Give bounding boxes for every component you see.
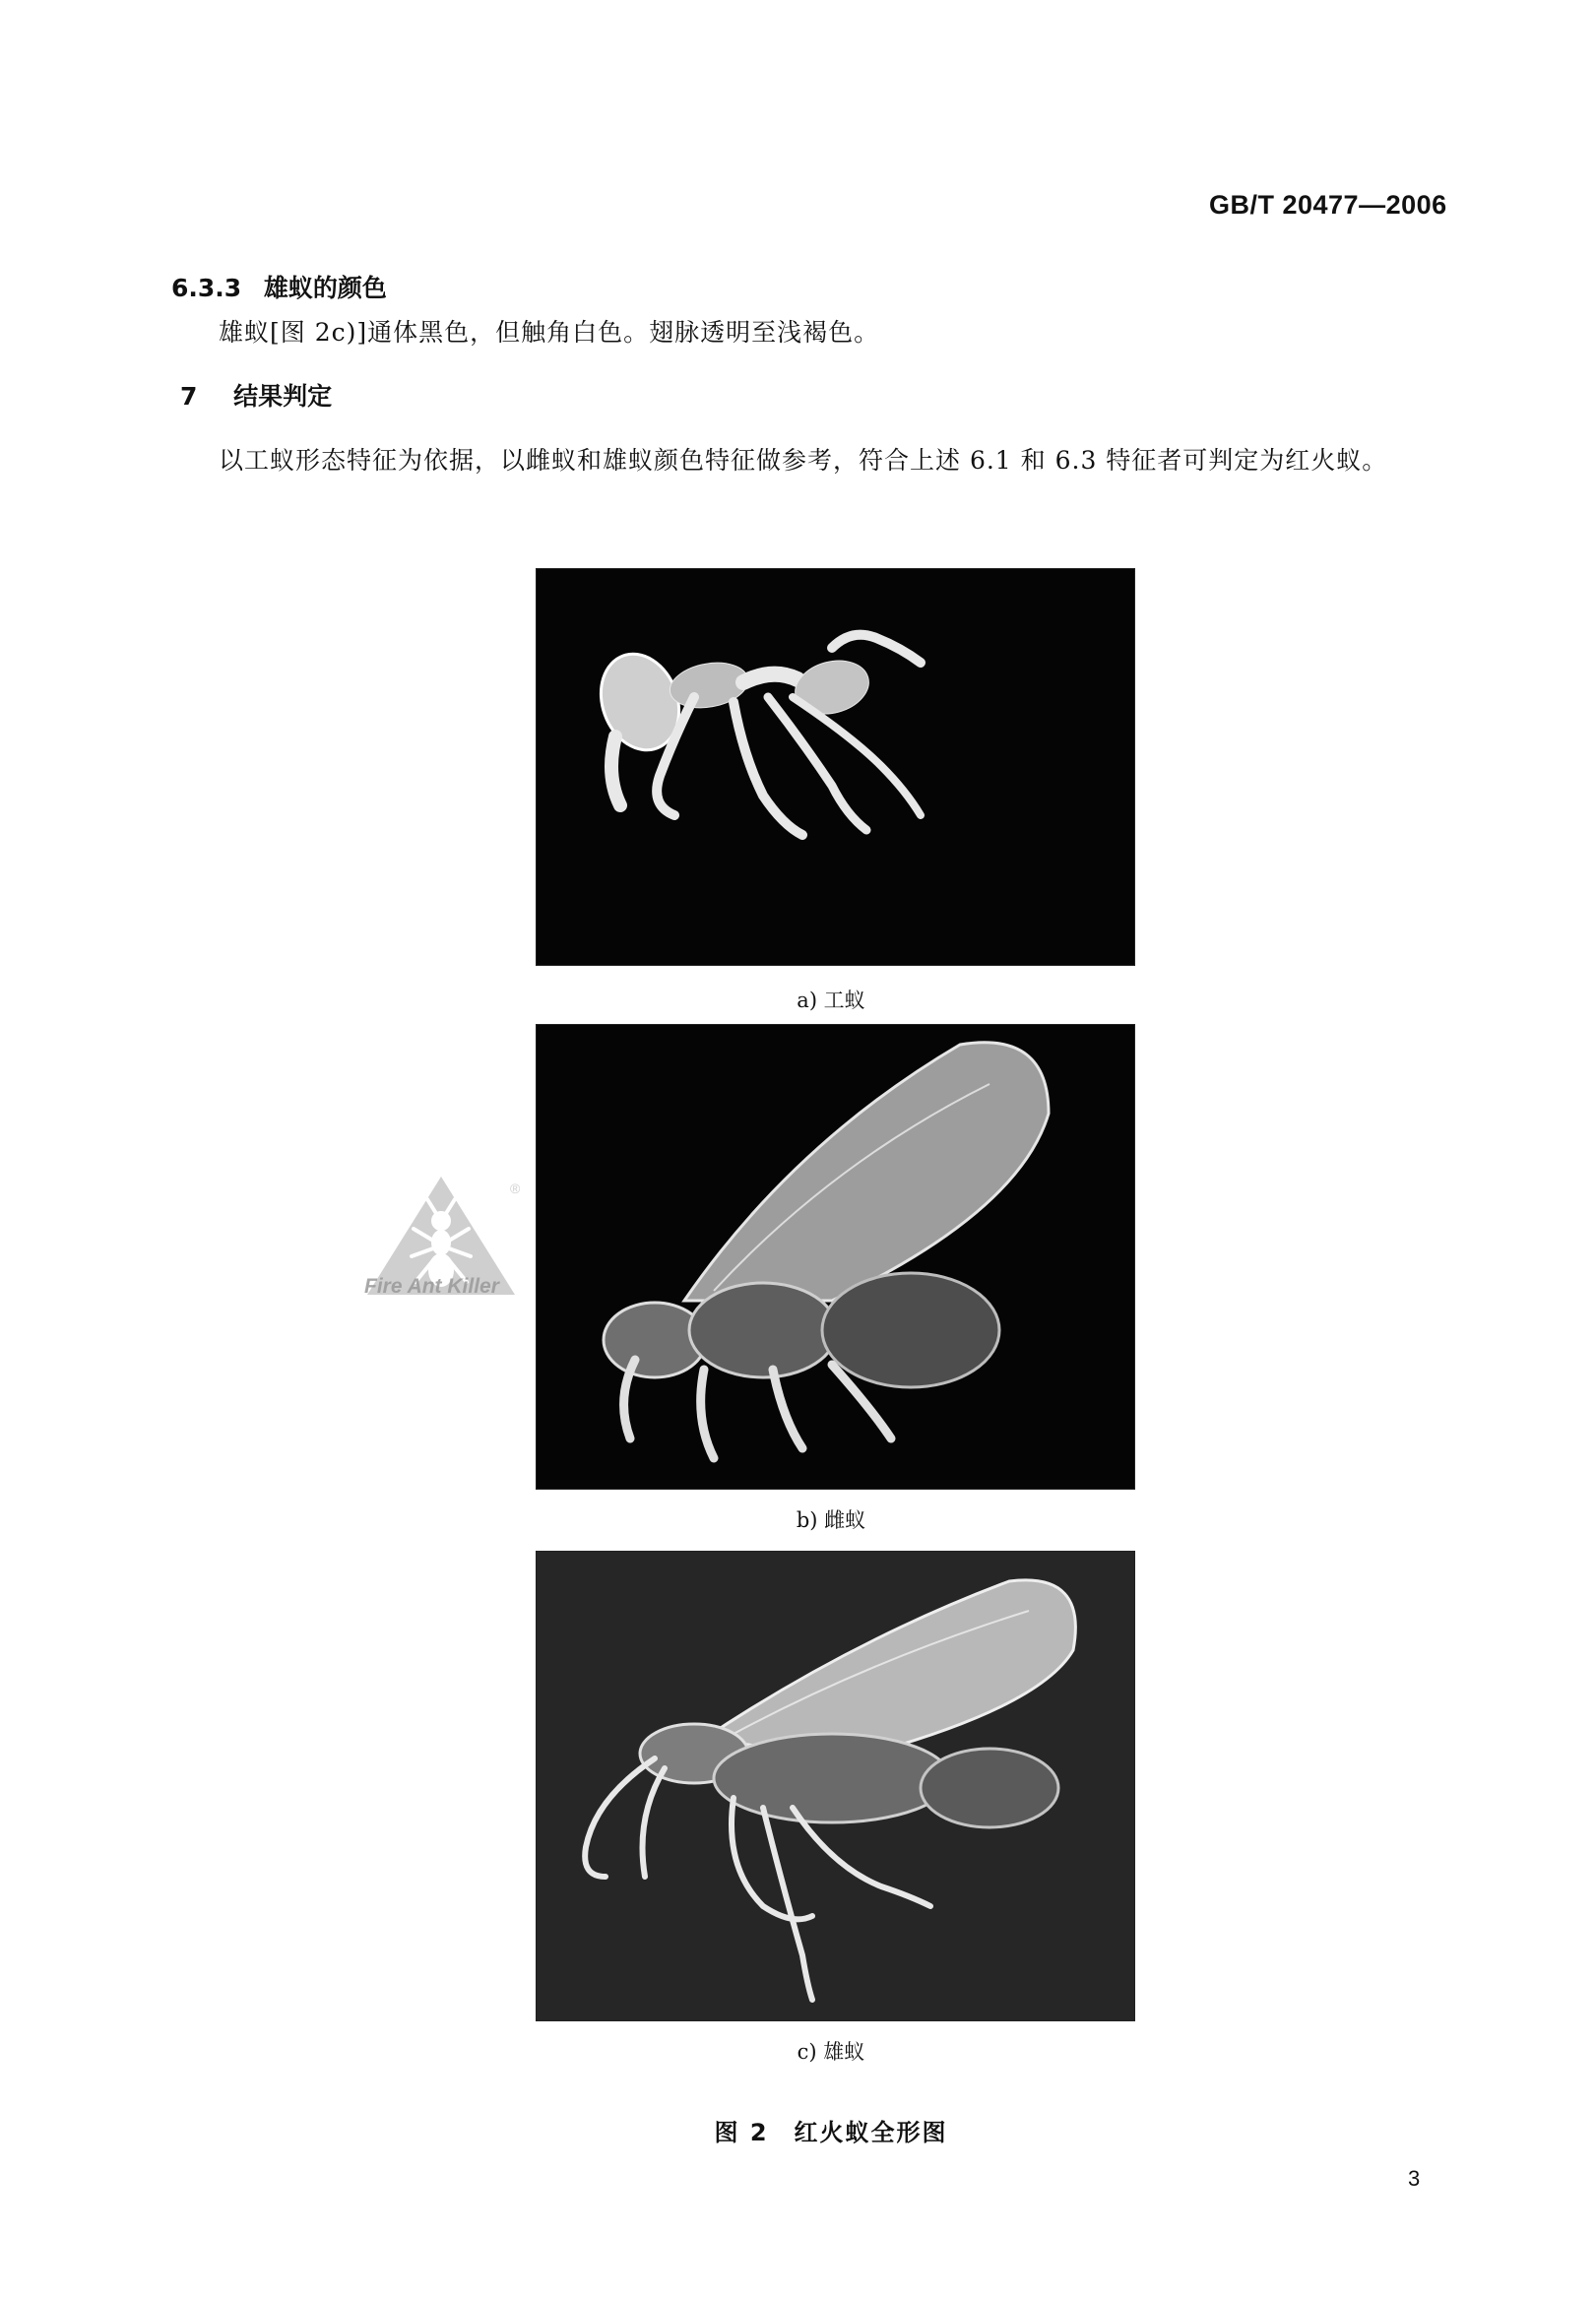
section-7-heading	[180, 377, 332, 413]
watermark-text: Fire Ant Killer	[364, 1275, 499, 1298]
standard-number: GB/T 20477—2006	[1209, 190, 1447, 220]
page-number: 3	[1408, 2166, 1421, 2191]
section-title: 结果判定	[233, 382, 333, 411]
section-6-3-3-text: 雄蚁[图 2c)]通体黑色，但触角白色。翅脉透明至浅褐色。	[219, 318, 880, 347]
section-6-3-3-heading	[171, 269, 387, 304]
female-ant-illustration	[537, 1025, 1134, 1489]
figure-title: 图 2 红火蚁全形图	[714, 2119, 948, 2146]
caption-a: a) 工蚁	[797, 989, 865, 1012]
section-number: 6.3.3	[171, 274, 242, 302]
female-ant-photo	[536, 1024, 1135, 1490]
worker-ant-illustration	[537, 569, 1134, 965]
worker-ant-photo	[536, 568, 1135, 966]
svg-text:®: ®	[510, 1181, 520, 1196]
male-ant-illustration	[537, 1552, 1134, 2020]
section-7-text: 以工蚁形态特征为依据，以雌蚁和雄蚁颜色特征做参考，符合上述 6.1 和 6.3 特征者可判定为红火蚁。	[219, 446, 1388, 475]
section-number: 7	[180, 382, 198, 411]
caption-c: c) 雄蚁	[797, 2040, 865, 2064]
caption-b: b) 雌蚁	[796, 1508, 866, 1532]
section-title: 雄蚁的颜色	[263, 274, 387, 302]
male-ant-photo	[536, 1551, 1135, 2021]
